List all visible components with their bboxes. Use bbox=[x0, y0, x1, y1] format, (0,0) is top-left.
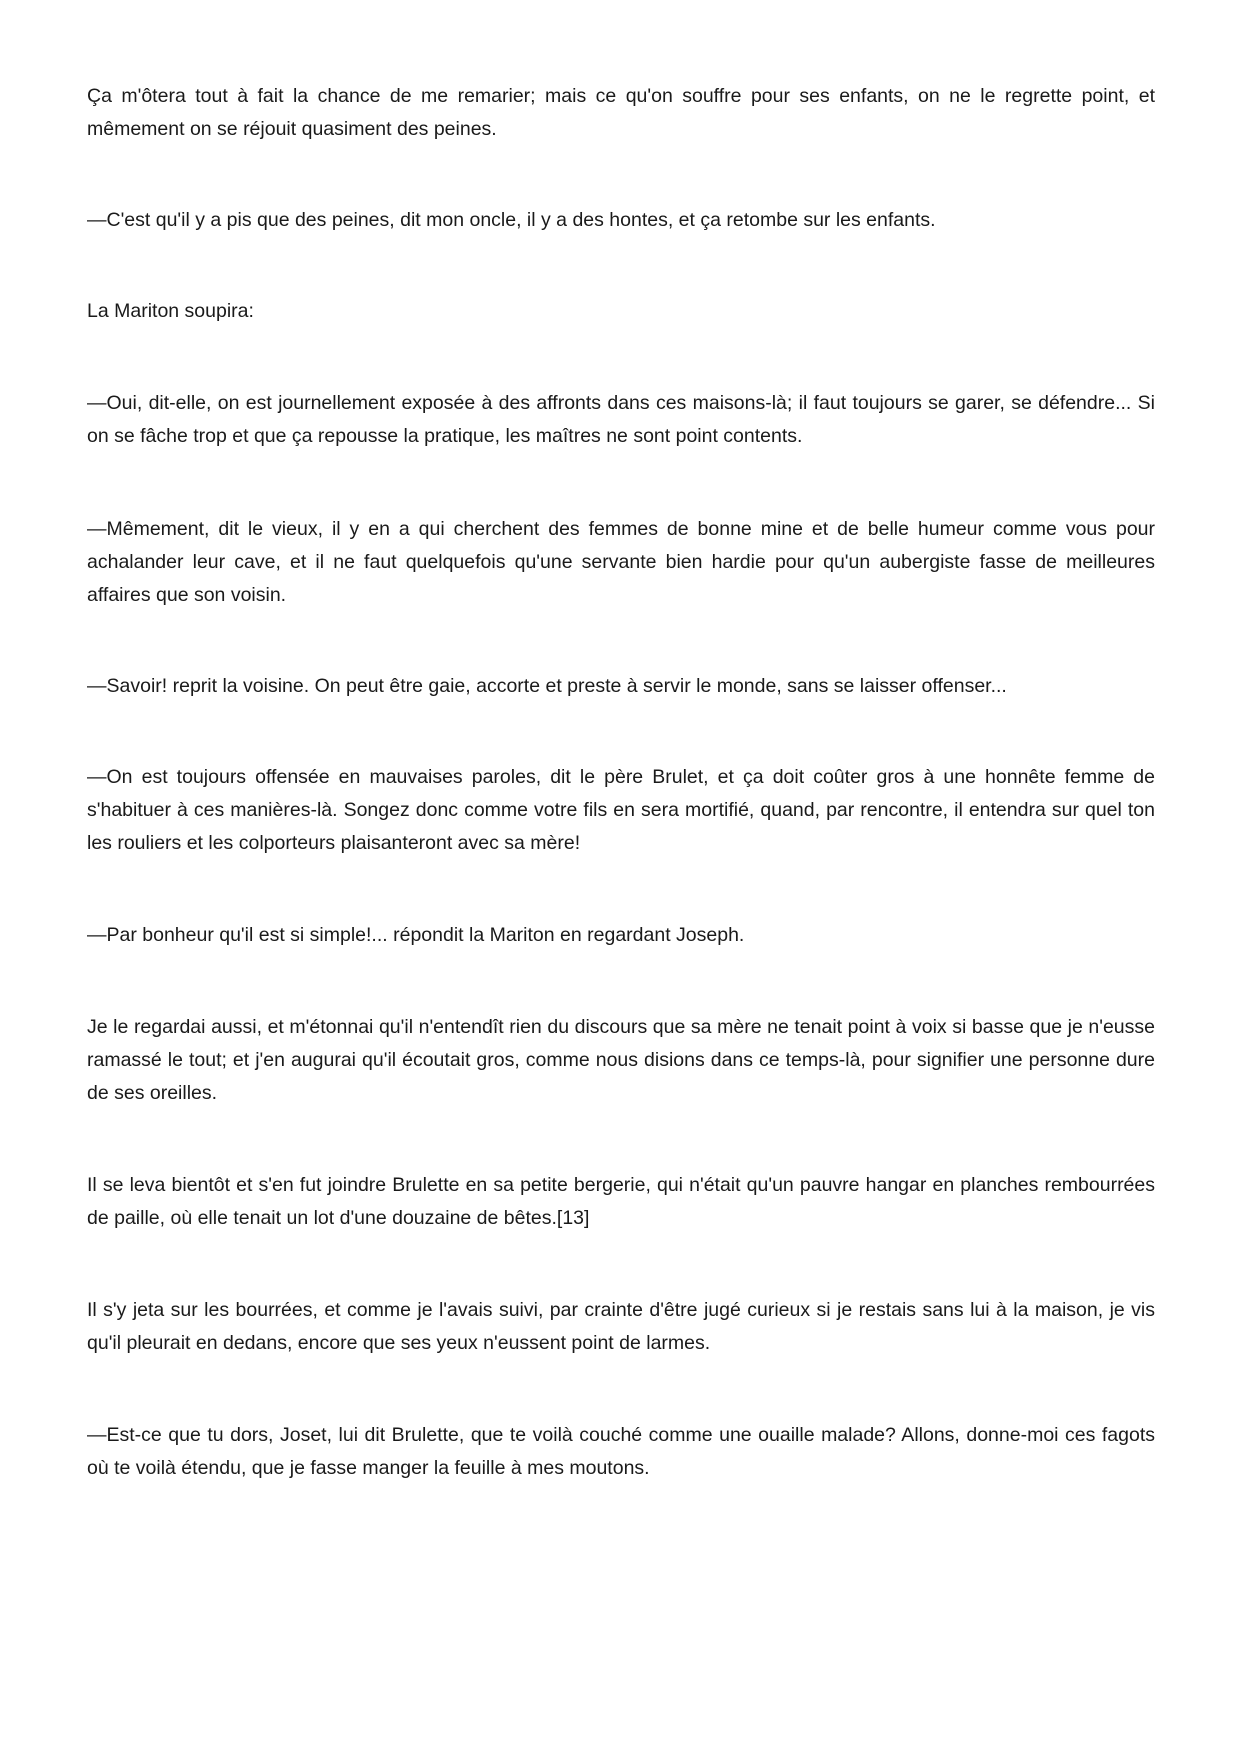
paragraph-10: Il se leva bientôt et s'en fut joindre Brulette en sa petite bergerie, qui n'était qu'un pauvre hangar en planches rembourrées de paille, où elle tenait un lot d'une douzaine de bêtes.[13] bbox=[87, 1174, 1155, 1229]
paragraph-7: —On est toujours offensée en mauvaises paroles, dit le père Brulet, et ça doit coûter gros à une honnête femme de s'habituer à ces manières-là. Songez donc comme votre fils en sera mortifié, quand, par rencontre, il entendra sur quel ton les rouliers et les colporteurs plaisanteront avec sa mère! bbox=[87, 766, 1155, 854]
paragraph-9: Je le regardai aussi, et m'étonnai qu'il n'entendît rien du discours que sa mère ne tenait point à voix si basse que je n'eusse ramassé le tout; et j'en augurai qu'il écoutait gros, comme nous disions dans ce temps-là, pour signifier une personne dure de ses oreilles. bbox=[87, 1016, 1155, 1104]
paragraph-11: Il s'y jeta sur les bourrées, et comme je l'avais suivi, par crainte d'être jugé curieux si je restais sans lui à la maison, je vis qu'il pleurait en dedans, encore que ses yeux n'eussent point de larmes. bbox=[87, 1299, 1155, 1354]
paragraph-5: —Mêmement, dit le vieux, il y en a qui cherchent des femmes de bonne mine et de belle humeur comme vous pour achalander leur cave, et il ne faut quelquefois qu'une servante bien hardie pour qu'un aubergiste fasse de meilleures affaires que son voisin. bbox=[87, 518, 1155, 606]
paragraph-12: —Est-ce que tu dors, Joset, lui dit Brulette, que te voilà couché comme une ouaille malade? Allons, donne-moi ces fagots où te voilà étendu, que je fasse manger la feuille à mes moutons. bbox=[87, 1424, 1155, 1479]
paragraph-2: —C'est qu'il y a pis que des peines, dit mon oncle, il y a des hontes, et ça retombe sur les enfants. bbox=[87, 209, 936, 231]
document-page bbox=[87, 80, 1155, 1485]
paragraph-8: —Par bonheur qu'il est si simple!... répondit la Mariton en regardant Joseph. bbox=[87, 924, 745, 946]
paragraph-4: —Oui, dit-elle, on est journellement exposée à des affronts dans ces maisons-là; il faut toujours se garer, se défendre... Si on se fâche trop et que ça repousse la pratique, les maîtres ne sont point contents. bbox=[87, 392, 1155, 447]
paragraph-6: —Savoir! reprit la voisine. On peut être gaie, accorte et preste à servir le monde, sans se laisser offenser... bbox=[87, 675, 1007, 697]
paragraph-1: Ça m'ôtera tout à fait la chance de me remarier; mais ce qu'on souffre pour ses enfants, on ne le regrette point, et mêmement on se réjouit quasiment des peines. bbox=[87, 85, 1155, 140]
paragraph-3: La Mariton soupira: bbox=[87, 300, 254, 322]
